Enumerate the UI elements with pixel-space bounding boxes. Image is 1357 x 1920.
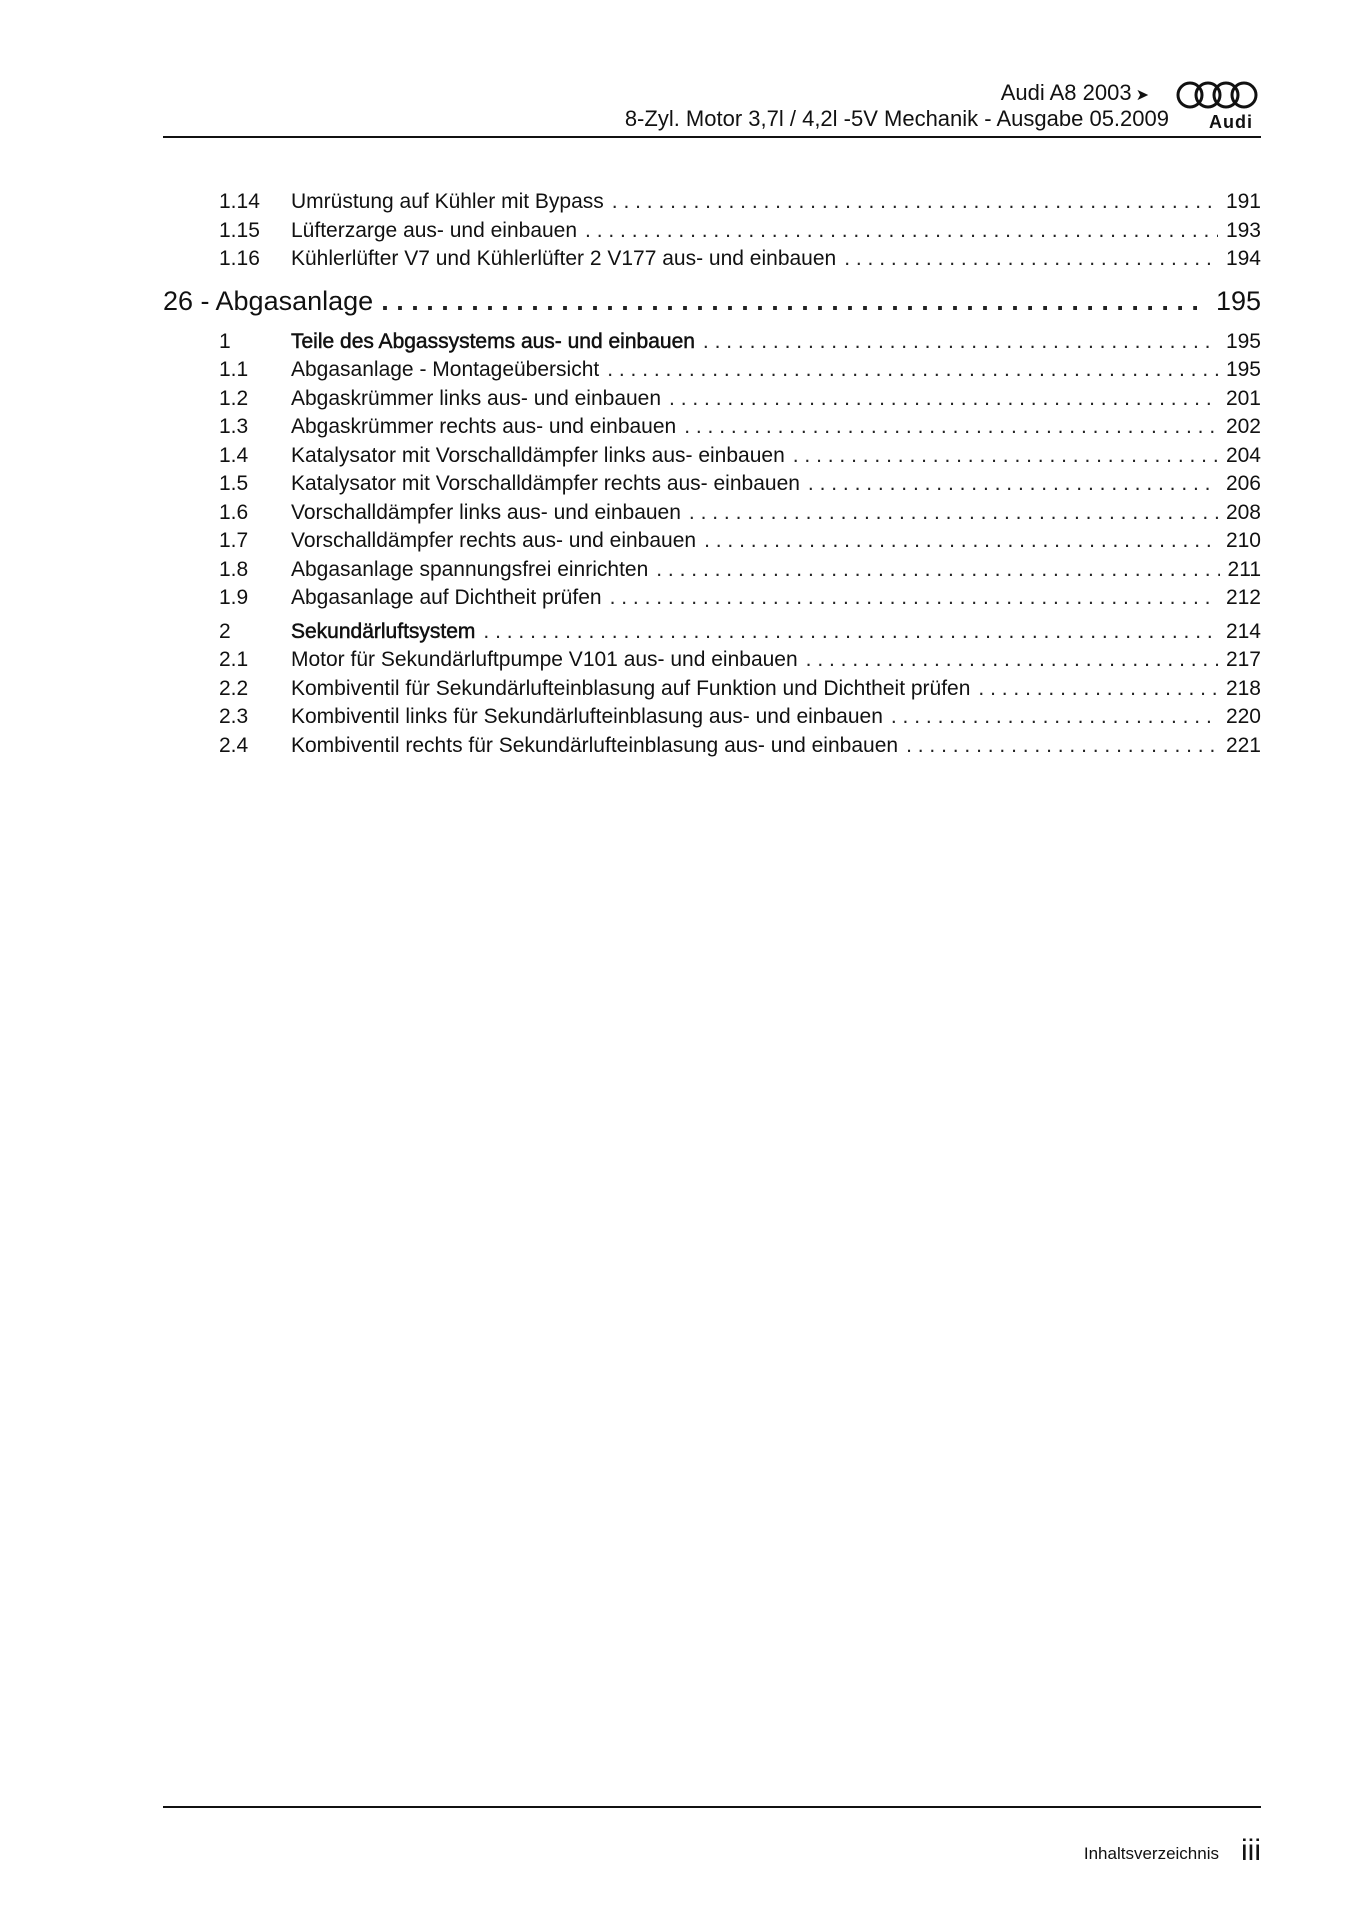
toc-entry[interactable] bbox=[219, 501, 1261, 530]
footer-section-title: Inhaltsverzeichnis bbox=[1083, 1844, 1219, 1863]
toc-entry[interactable] bbox=[219, 330, 1261, 359]
toc-entry-title: Lüfterzarge aus- und einbauen bbox=[291, 218, 578, 242]
toc-entry-page: 210 bbox=[1225, 529, 1261, 552]
toc-entry-page: 208 bbox=[1225, 500, 1261, 524]
toc-entry-title: Kühlerlüfter V7 und Kühlerlüfter 2 V177 aus- und einbauen bbox=[291, 247, 837, 270]
toc-entry-number: 2.4 bbox=[219, 733, 249, 757]
toc-entry-title: Abgaskrümmer rechts aus- und einbauen bbox=[291, 415, 677, 438]
toc-entry-page: 220 bbox=[1225, 705, 1261, 728]
toc-entry-title: Umrüstung auf Kühler mit Bypass bbox=[291, 190, 604, 213]
toc-entry-number: 1.4 bbox=[219, 443, 249, 467]
toc-leader bbox=[793, 444, 1218, 468]
toc-leader bbox=[808, 472, 1218, 496]
toc-leader bbox=[483, 620, 1218, 644]
toc-entry-page: 212 bbox=[1225, 586, 1261, 609]
toc-entry-number: 1.6 bbox=[219, 500, 249, 524]
toc-chapter-page: 195 bbox=[1215, 285, 1261, 316]
toc-entry-number: 1.15 bbox=[219, 218, 260, 242]
toc-entry-number: 1.8 bbox=[219, 557, 249, 581]
toc-entry-page: 193 bbox=[1225, 218, 1261, 242]
toc-entry-page: 217 bbox=[1225, 648, 1261, 671]
toc-entry[interactable] bbox=[219, 444, 1261, 473]
toc-leader bbox=[381, 286, 1208, 317]
toc-entry[interactable] bbox=[219, 734, 1261, 763]
toc-entry[interactable] bbox=[219, 472, 1261, 501]
toc-entry-title: Vorschalldämpfer links aus- und einbauen bbox=[291, 500, 681, 524]
toc-entry-title: Katalysator mit Vorschalldämpfer rechts aus- einbauen bbox=[291, 472, 800, 495]
toc-leader bbox=[844, 247, 1218, 271]
toc-entry-title: Teile des Abgassystems aus- und einbauen bbox=[291, 329, 695, 353]
toc-entry-title: Motor für Sekundärluftpumpe V101 aus- und einbauen bbox=[291, 648, 798, 671]
toc-entry-number: 1.2 bbox=[219, 386, 249, 410]
page-header bbox=[163, 78, 1261, 138]
toc-entry[interactable] bbox=[219, 648, 1261, 677]
toc-entry-title: Katalysator mit Vorschalldämpfer links aus- einbauen bbox=[291, 443, 785, 467]
toc-entry-number: 1.1 bbox=[219, 358, 249, 381]
header-title: Audi A8 2003 bbox=[1000, 80, 1132, 105]
toc-entry-title: Kombiventil für Sekundärlufteinblasung auf Funktion und Dichtheit prüfen bbox=[291, 676, 971, 700]
toc-leader bbox=[978, 677, 1218, 701]
toc-leader bbox=[689, 501, 1218, 525]
toc-entry-number: 1.7 bbox=[219, 529, 249, 552]
toc-leader bbox=[891, 705, 1218, 729]
page-footer bbox=[163, 1806, 1261, 1868]
toc-entry-page: 206 bbox=[1225, 472, 1261, 495]
toc-entry-page: 211 bbox=[1227, 557, 1261, 581]
toc-entry-page: 218 bbox=[1225, 676, 1261, 700]
toc-leader bbox=[607, 358, 1218, 382]
toc-entry[interactable] bbox=[219, 219, 1261, 248]
toc-entry[interactable] bbox=[219, 247, 1261, 276]
toc-leader bbox=[656, 558, 1219, 582]
footer-page-number: iii bbox=[1241, 1834, 1261, 1867]
toc-entry-number: 1.3 bbox=[219, 415, 249, 438]
toc-entry-title: Abgasanlage auf Dichtheit prüfen bbox=[291, 586, 602, 609]
toc-entry-number: 1 bbox=[219, 329, 231, 353]
toc-entry[interactable] bbox=[219, 358, 1261, 387]
toc-entry-number: 1.16 bbox=[219, 247, 260, 270]
table-of-contents bbox=[163, 190, 1261, 762]
toc-entry[interactable] bbox=[219, 620, 1261, 649]
toc-leader bbox=[684, 415, 1218, 439]
toc-entry-number: 2.2 bbox=[219, 676, 249, 700]
toc-entry-page: 204 bbox=[1225, 443, 1261, 467]
toc-chapter-title: 26 - Abgasanlage bbox=[163, 285, 374, 316]
toc-entry-number: 1.9 bbox=[219, 586, 249, 609]
toc-leader bbox=[703, 330, 1218, 354]
toc-entry-title: Abgaskrümmer links aus- und einbauen bbox=[291, 386, 662, 410]
toc-leader bbox=[669, 387, 1218, 411]
audi-rings-icon bbox=[1175, 80, 1261, 110]
toc-entry-title: Abgasanlage spannungsfrei einrichten bbox=[291, 557, 649, 581]
toc-entry[interactable] bbox=[219, 190, 1261, 219]
toc-entry-page: 214 bbox=[1225, 619, 1261, 643]
logo-text: Audi bbox=[1209, 112, 1253, 132]
arrow-right-icon: ➤ bbox=[1135, 87, 1149, 104]
toc-entry-title: Kombiventil rechts für Sekundärlufteinblasung aus- und einbauen bbox=[291, 733, 899, 757]
toc-entry-title: Kombiventil links für Sekundärlufteinblasung aus- und einbauen bbox=[291, 705, 883, 728]
toc-entry[interactable] bbox=[219, 387, 1261, 416]
toc-entry-title: Abgasanlage - Montageübersicht bbox=[291, 358, 600, 381]
toc-entry-title: Vorschalldämpfer rechts aus- und einbauen bbox=[291, 529, 697, 552]
toc-leader bbox=[704, 529, 1218, 553]
toc-leader bbox=[610, 586, 1218, 610]
toc-entry-title: Sekundärluftsystem bbox=[291, 619, 476, 643]
toc-entry-page: 191 bbox=[1225, 190, 1261, 213]
toc-entry-page: 201 bbox=[1225, 386, 1261, 410]
toc-entry[interactable] bbox=[219, 529, 1261, 558]
toc-entry[interactable] bbox=[219, 586, 1261, 615]
header-subtitle: 8-Zyl. Motor 3,7l / 4,2l -5V Mechanik - Ausgabe 05.2009 bbox=[624, 106, 1169, 131]
toc-leader bbox=[612, 190, 1218, 214]
header-title-line bbox=[1001, 80, 1149, 106]
toc-entry[interactable] bbox=[219, 558, 1261, 587]
toc-entry-number: 2.3 bbox=[219, 705, 249, 728]
audi-logo bbox=[1175, 80, 1261, 132]
toc-entry-page: 221 bbox=[1225, 733, 1261, 757]
toc-entry-page: 195 bbox=[1225, 358, 1261, 381]
toc-chapter[interactable] bbox=[163, 286, 1261, 330]
toc-entry[interactable] bbox=[219, 415, 1261, 444]
toc-entry[interactable] bbox=[219, 705, 1261, 734]
toc-leader bbox=[806, 648, 1218, 672]
toc-entry-page: 195 bbox=[1225, 329, 1261, 353]
toc-leader bbox=[585, 219, 1218, 243]
toc-entry-number: 1.5 bbox=[219, 472, 249, 495]
toc-entry-page: 194 bbox=[1225, 247, 1261, 270]
toc-entry-number: 2 bbox=[219, 619, 231, 643]
toc-entry-number: 1.14 bbox=[219, 190, 260, 213]
toc-entry[interactable] bbox=[219, 677, 1261, 706]
toc-leader bbox=[906, 734, 1218, 758]
toc-entry-number: 2.1 bbox=[219, 648, 249, 671]
toc-entry-page: 202 bbox=[1225, 415, 1261, 438]
